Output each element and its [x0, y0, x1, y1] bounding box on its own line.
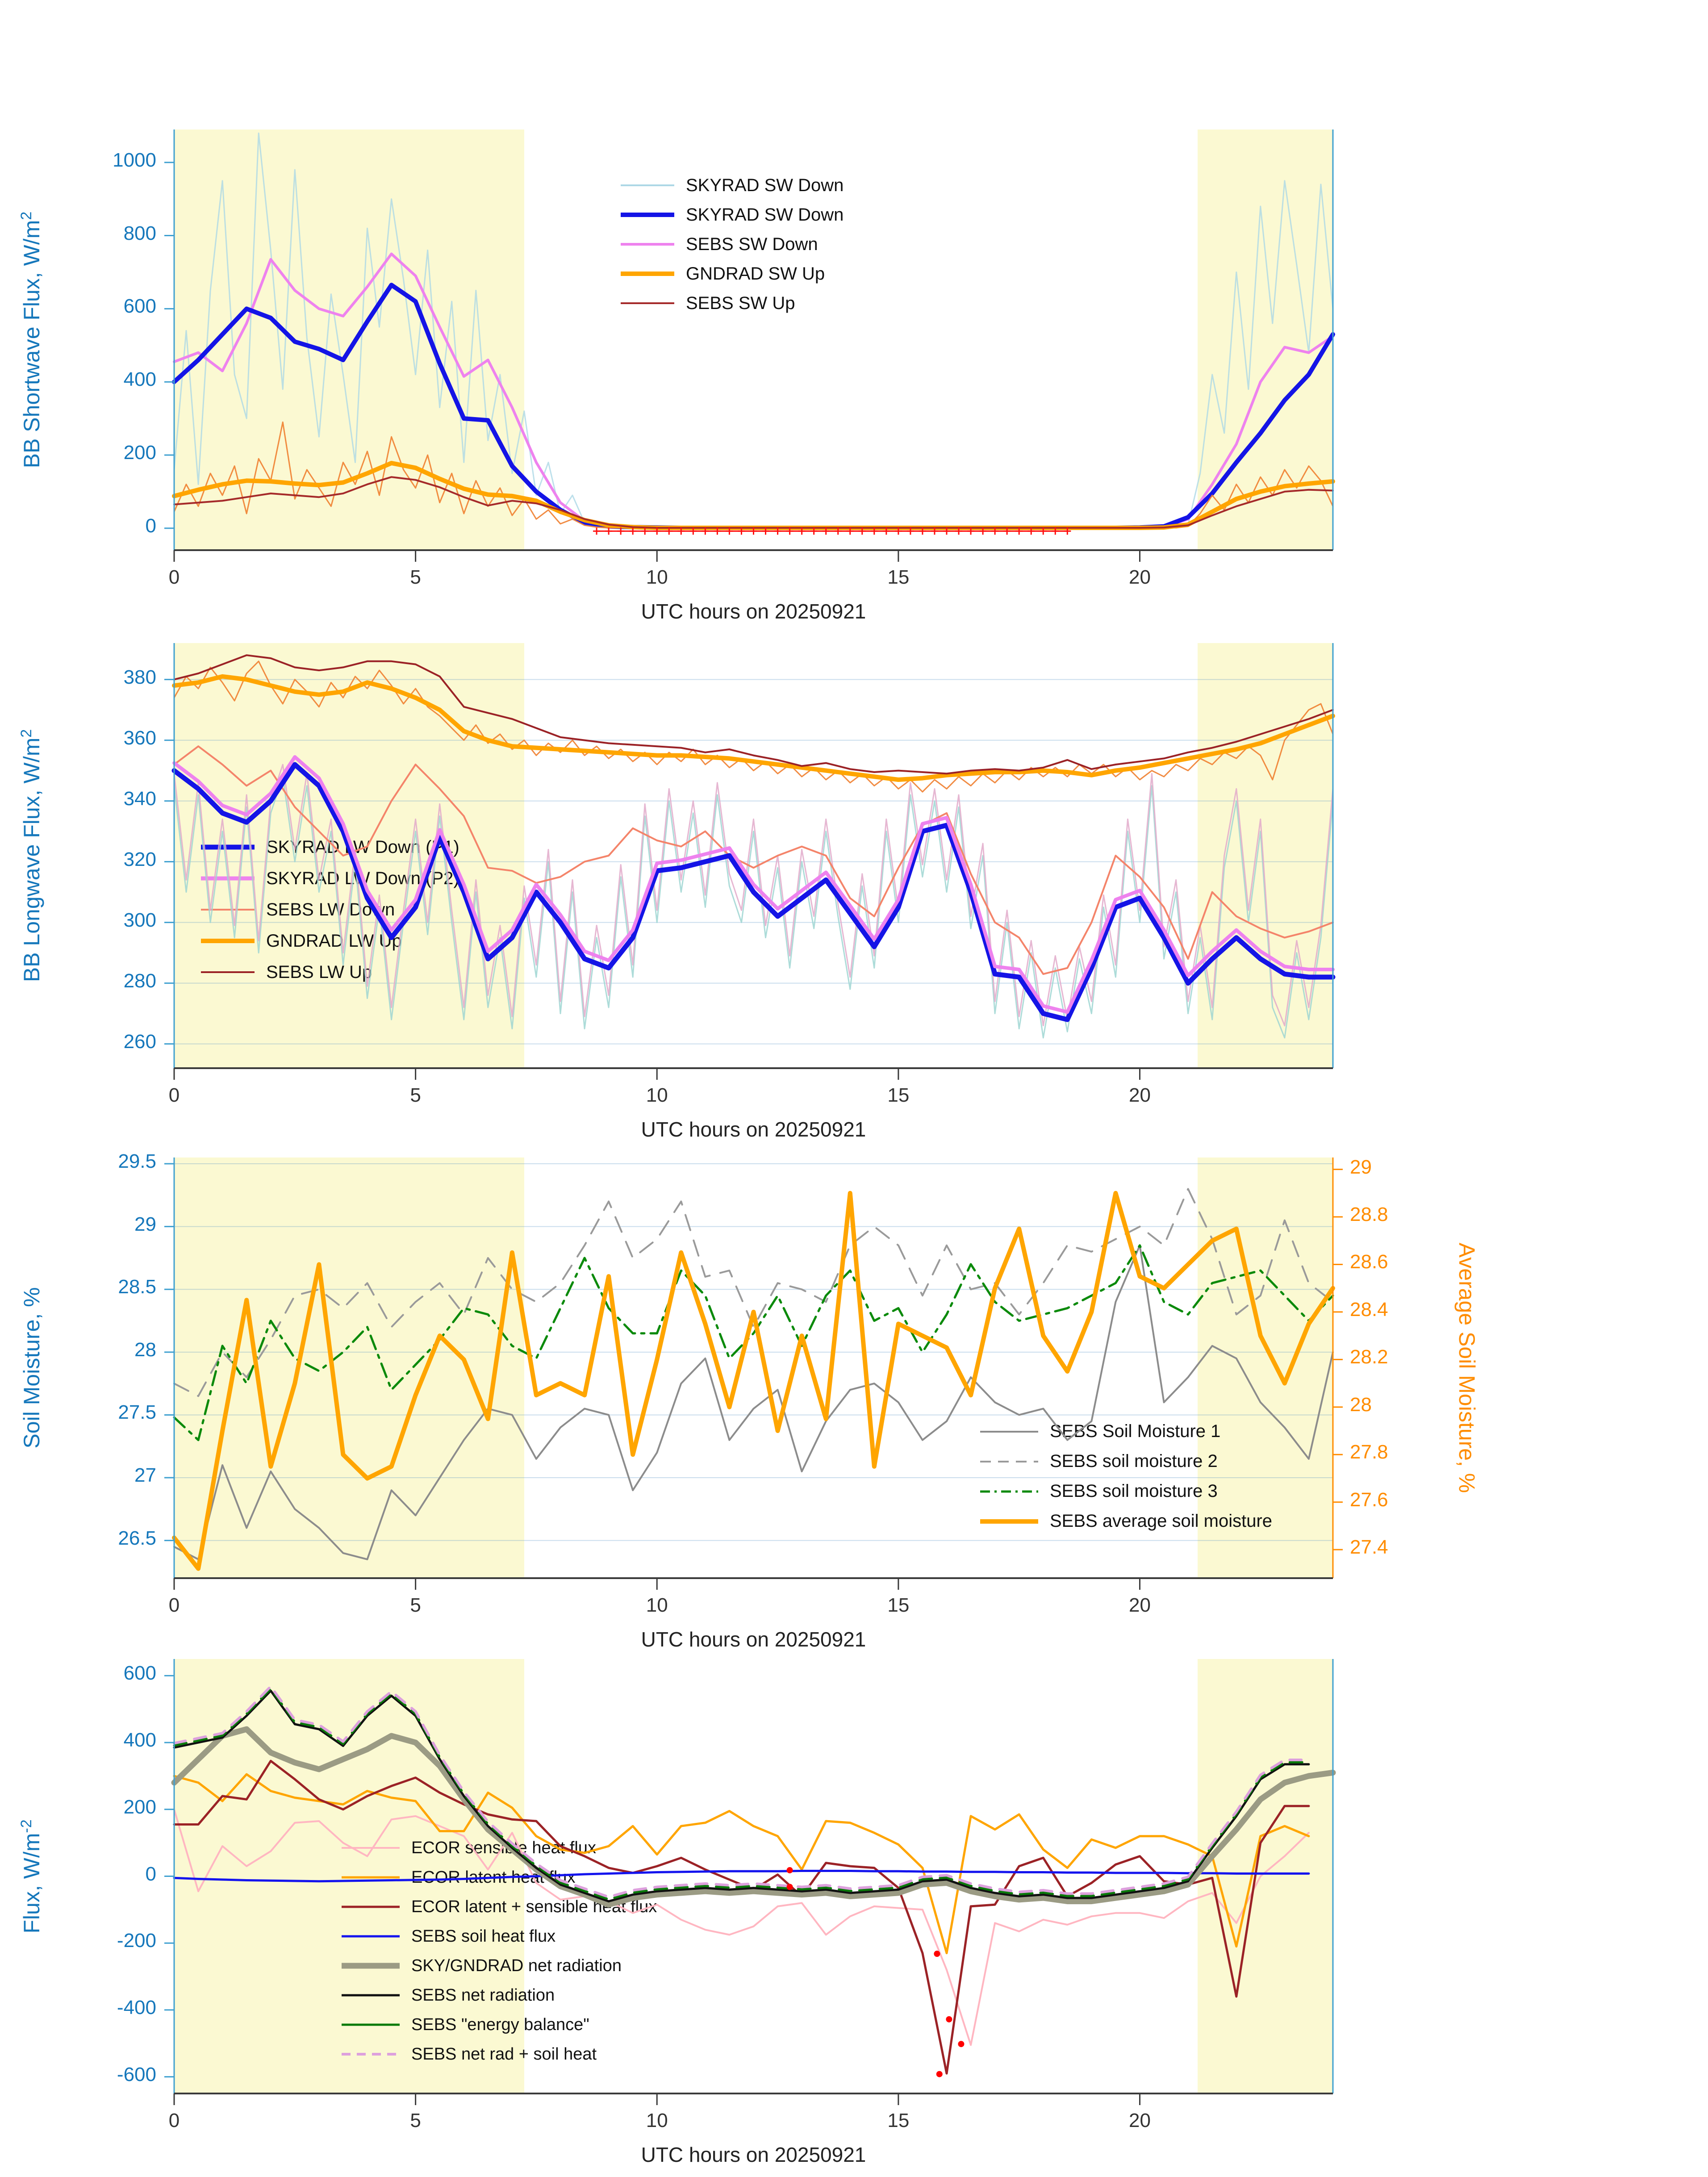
- surface-energy-flux-svg: [174, 1659, 1333, 2093]
- y-axis-tick-label: 27.5: [118, 1401, 156, 1424]
- dot-marker-icon: [787, 1884, 793, 1890]
- x-axis-tick-label: 5: [410, 566, 421, 588]
- legend-entry-label: GNDRAD SW Up: [686, 263, 825, 284]
- legend-entry-label: SEBS average soil moisture: [1050, 1511, 1273, 1531]
- x-axis-tick-label: 20: [1129, 2110, 1151, 2131]
- y-axis-tick-label: -600: [117, 2063, 156, 2085]
- sebs_net_rad-line: [174, 1691, 1309, 1901]
- legend-entry-label: SEBS soil moisture 2: [1050, 1451, 1218, 1471]
- y-axis-tick-label: 600: [123, 295, 156, 318]
- y-axis-tick-label: 200: [123, 1796, 156, 1818]
- y-axis-tick-label: 340: [123, 787, 156, 810]
- legend-entry-label: SEBS LW Up: [266, 962, 372, 982]
- legend-entry-label: SEBS "energy balance": [411, 2015, 589, 2034]
- plus-marker-icon: [593, 527, 600, 535]
- y-axis-tick-label: 0: [145, 1863, 156, 1885]
- sebs_energy_balance-line: [174, 1689, 1309, 1900]
- y-axis-tick-label: 280: [123, 969, 156, 992]
- bb-shortwave-flux-plot-area: [174, 130, 1333, 550]
- ecor_latent-line: [174, 1774, 1309, 1953]
- y-axis-tick-label: 200: [123, 442, 156, 464]
- sm_avg-line: [174, 1193, 1333, 1569]
- y-axis-label-text: Flux, W/m: [19, 1833, 44, 1934]
- y-axis-label: [18, 212, 45, 468]
- soil-moisture-svg: [174, 1157, 1333, 1578]
- legend-entry-label: SKY/GNDRAD net radiation: [411, 1956, 622, 1975]
- y-axis-label-text: Soil Moisture, %: [19, 1287, 44, 1449]
- y-axis-label: [18, 1287, 45, 1448]
- x-axis-tick-label: 0: [168, 2110, 180, 2131]
- sebs_sw_down-line: [174, 254, 1333, 528]
- skygnd_net_rad-line: [174, 1729, 1333, 1905]
- y-right-tick-label: 28: [1350, 1393, 1372, 1416]
- gndrad_sw_raw-line: [174, 422, 1333, 528]
- x-axis-label: UTC hours on 20250921: [641, 1628, 866, 1651]
- dot-marker-icon: [958, 2041, 964, 2047]
- legend-entry-label: SEBS soil moisture 3: [1050, 1481, 1218, 1501]
- bb-shortwave-flux-svg: [174, 130, 1333, 550]
- y-axis-tick-label: 320: [123, 848, 156, 870]
- y-axis-label-text: BB Shortwave Flux, W/m: [19, 220, 44, 468]
- x-axis-label: UTC hours on 20250921: [641, 1118, 866, 1141]
- legend-entry-label: SEBS net radiation: [411, 1985, 555, 2005]
- x-axis-tick-label: 15: [887, 2110, 910, 2131]
- x-axis-tick-label: 10: [646, 1084, 668, 1106]
- x-axis-tick-label: 20: [1129, 566, 1151, 588]
- x-axis-tick-label: 15: [887, 1084, 910, 1106]
- sm3-line: [174, 1245, 1333, 1440]
- y-axis-label-sup: -2: [18, 1819, 35, 1833]
- x-axis-label: UTC hours on 20250921: [641, 600, 866, 623]
- y-axis-tick-label: 380: [123, 666, 156, 688]
- sebs_soil_heat-line: [174, 1871, 1309, 1881]
- y-right-tick-label: 27.4: [1350, 1536, 1388, 1559]
- sebs_sw_up-line: [174, 477, 1333, 528]
- sebs_netrad_soil-line: [174, 1686, 1309, 1897]
- x-axis-tick-label: 15: [887, 566, 910, 588]
- gndrad_lw_up-line: [174, 677, 1333, 780]
- legend-entry-label: SKYRAD LW Down (P2): [266, 868, 459, 888]
- x-axis-tick-label: 10: [646, 1594, 668, 1616]
- x-axis-tick-label: 20: [1129, 1594, 1151, 1616]
- y-axis-tick-label: 360: [123, 727, 156, 749]
- y-axis-tick-label: 300: [123, 909, 156, 931]
- legend-entry-label: SEBS net rad + soil heat: [411, 2044, 597, 2064]
- legend-entry-label: SEBS soil heat flux: [411, 1926, 556, 1946]
- y-axis-tick-label: 1000: [113, 149, 156, 171]
- soil-moisture-plot-area: [174, 1157, 1333, 1578]
- legend-entry-label: SKYRAD LW Down (P1): [266, 837, 459, 857]
- y-axis-label: [18, 1819, 45, 1933]
- legend-entry-label: SEBS SW Down: [686, 234, 818, 254]
- y-right-tick-label: 28.4: [1350, 1298, 1388, 1320]
- x-axis-label: UTC hours on 20250921: [641, 2143, 866, 2166]
- sebs_lw_up-line: [174, 655, 1333, 773]
- y-axis-label-sup: 2: [18, 729, 35, 738]
- x-axis-tick-label: 10: [646, 566, 668, 588]
- y-axis-tick-label: 600: [123, 1662, 156, 1684]
- dot-marker-icon: [787, 1867, 793, 1873]
- legend-entry-label: ECOR sensible heat flux: [411, 1838, 596, 1857]
- dot-marker-icon: [946, 2016, 952, 2022]
- bb-longwave-flux-svg: [174, 643, 1333, 1068]
- sebs_lw_down-line: [174, 746, 1333, 974]
- x-axis-tick-label: 5: [410, 1084, 421, 1106]
- legend-entry-label: ECOR latent + sensible heat flux: [411, 1897, 657, 1916]
- y-axis-label-text: BB Longwave Flux, W/m: [19, 737, 44, 982]
- skyrad_sw_raw-line: [174, 133, 1333, 528]
- x-axis-tick-label: 0: [168, 566, 180, 588]
- bb-longwave-flux-plot-area: [174, 643, 1333, 1068]
- y-axis-tick-label: 26.5: [118, 1527, 156, 1549]
- legend-entry-label: SEBS Soil Moisture 1: [1050, 1421, 1221, 1441]
- y-axis-tick-label: 400: [123, 1729, 156, 1751]
- y-axis-tick-label: 400: [123, 368, 156, 391]
- y-axis-tick-label: 0: [145, 514, 156, 537]
- dot-marker-icon: [934, 1951, 940, 1957]
- legend-entry-label: SEBS SW Up: [686, 293, 795, 313]
- y-axis-tick-label: 28.5: [118, 1276, 156, 1298]
- y-axis-tick-label: 29: [134, 1213, 156, 1235]
- x-axis-tick-label: 20: [1129, 1084, 1151, 1106]
- legend-entry-label: SKYRAD SW Down: [686, 175, 844, 195]
- x-axis-tick-label: 5: [410, 1594, 421, 1616]
- y-axis-tick-label: 27: [134, 1464, 156, 1487]
- x-axis-tick-label: 5: [410, 2110, 421, 2131]
- ecor_lat_sens-line: [174, 1761, 1309, 2073]
- y-axis-label-sup: 2: [18, 211, 35, 220]
- y-axis-tick-label: -200: [117, 1930, 156, 1952]
- y-axis-tick-label: 28: [134, 1338, 156, 1361]
- surface-energy-flux-plot-area: [174, 1659, 1333, 2093]
- y-right-tick-label: 28.6: [1350, 1251, 1388, 1273]
- y-right-tick-label: 28.8: [1350, 1203, 1388, 1226]
- y-right-tick-label: 29: [1350, 1156, 1372, 1178]
- y-axis-tick-label: 29.5: [118, 1150, 156, 1173]
- y-right-axis-label-text: Average Soil Moisture, %: [1454, 1242, 1479, 1493]
- y-right-tick-label: 27.6: [1350, 1488, 1388, 1511]
- x-axis-tick-label: 0: [168, 1084, 180, 1106]
- ecor_sensible-line: [174, 1809, 1309, 2045]
- y-right-tick-label: 27.8: [1350, 1441, 1388, 1463]
- y-axis-tick-label: 800: [123, 222, 156, 244]
- legend-entry-label: SEBS LW Down: [266, 899, 395, 919]
- x-axis-tick-label: 15: [887, 1594, 910, 1616]
- x-axis-tick-label: 10: [646, 2110, 668, 2131]
- legend-entry-label: ECOR latent heat flux: [411, 1868, 576, 1887]
- y-axis-tick-label: -400: [117, 1996, 156, 2018]
- gndrad_lw_raw-line: [174, 661, 1333, 792]
- dot-marker-icon: [936, 2071, 943, 2077]
- y-axis-tick-label: 260: [123, 1030, 156, 1053]
- gndrad_sw_up-line: [174, 463, 1333, 528]
- legend-entry-label: GNDRAD LW Up: [266, 931, 402, 951]
- y-right-tick-label: 28.2: [1350, 1346, 1388, 1368]
- y-right-axis-label: [1454, 1243, 1480, 1493]
- x-axis-tick-label: 0: [168, 1594, 180, 1616]
- legend-entry-label: SKYRAD SW Down: [686, 205, 844, 225]
- y-axis-label: [18, 729, 45, 982]
